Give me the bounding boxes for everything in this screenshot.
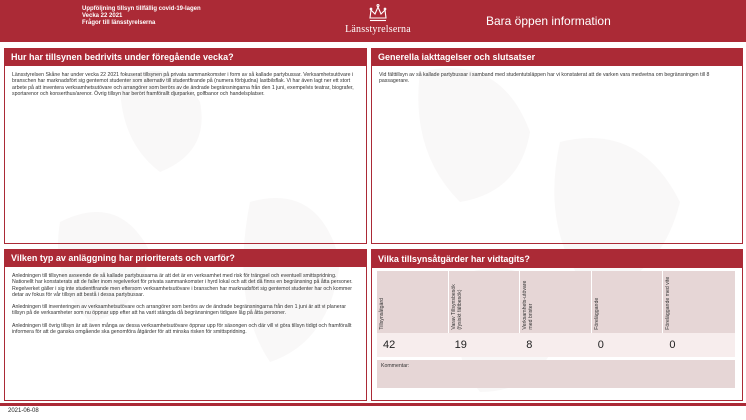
panel-supervision	[4, 48, 367, 244]
column-label: Varav Tillsynsbesök (fysiskt fältbesök)	[450, 284, 463, 330]
comment-label: Kommentar:	[381, 363, 410, 369]
logo-text: Länsstyrelserna	[345, 24, 411, 35]
measures-table-header	[377, 271, 735, 333]
column-label: Tillsynsåtgärd	[379, 298, 385, 330]
panel-title-measures: Vilka tillsynsåtgärder har vidtagits?	[372, 250, 742, 268]
column-label: Föreläggande	[593, 297, 600, 330]
panel-body-supervision	[5, 66, 366, 109]
panel-title-observations: Generella iakttagelser och slutsatser	[372, 49, 742, 66]
measures-column-header	[449, 271, 521, 333]
measure-value: 8	[526, 339, 533, 351]
measure-value: 42	[383, 339, 396, 351]
panel-body-priorities	[5, 267, 366, 347]
measure-value: 0	[669, 339, 676, 351]
classification-banner: Bara öppen information	[486, 14, 611, 28]
paragraph: Vid fälttillsyn av så kallade partybussar i samband med studentutsläppen har vi konstaterat att de varken vara medvetna om begränsningen till 8 passagerare.	[379, 72, 710, 85]
measures-column-header	[663, 271, 735, 333]
panel-measures	[371, 249, 743, 401]
panel-title-supervision: Hur har tillsynen bedrivits under föregående vecka?	[5, 49, 366, 66]
paragraph: Länsstyrelsen Skåne har under vecka 22 2021 fokuserat tillsynen på privata sammankomster i form av så kallade partybussar. Verksamhetsutövare i branschen har marknadsfört sig gentemot studenter som alternativ till studentfirande på (numera förbjudna) lastbilsflak. Vi har även lagt ner ett stort arbete på att inventera verksamhetsutövare och arrangörer som berörs av de ändrade begränsningarna från den 1 juni, exempelvis teatrar, biografer, sportarenor och konserthus/arenor. Övrig tillsyn har berört framförallt djurparker, golfbanor och handelsplatser.	[12, 72, 354, 97]
measures-column-header	[592, 271, 664, 333]
column-label: Föreläggande med vite	[665, 276, 672, 330]
measures-table	[377, 271, 735, 388]
measures-column-header	[377, 271, 449, 333]
measure-value: 19	[454, 339, 467, 351]
panel-body-observations	[372, 66, 742, 97]
panel-priorities	[4, 249, 367, 401]
report-subtitle-block	[82, 6, 201, 28]
measures-column-header	[520, 271, 592, 333]
crown-icon	[367, 3, 389, 23]
paragraph: Anledningen till inventeringen av verksamhetsutövare och arrangörer som berörs av de ändrade begränsningarna från den 1 juni är att vi planerar tillsyn på de verksamheter som nu öppnar upp efter att ha varit stängda då begränsningen tidigare låg på åtta personer.	[12, 304, 346, 317]
measures-table-values	[377, 333, 735, 357]
paragraph: Anledningen till övrig tillsyn är att även många av dessa verksamhetsutövare öppnar upp för säsongen och där vill vi göra tillsyn tidigt och framförallt informera för att de ganska omgående ska genomföra åtgärder för att minska risken för smittspridning.	[12, 322, 352, 336]
report-title-line-3: Frågor till länsstyrelserna	[82, 20, 156, 27]
report-header	[0, 0, 746, 42]
measure-value: 0	[597, 339, 604, 351]
report-title-line-2: Vecka 22 2021	[82, 13, 123, 20]
panel-title-priorities: Vilken typ av anläggning har prioriterats och varför?	[5, 250, 366, 267]
paragraph: Anledningen till tillsynen avseende de så kallade partybussarna är att det är en verksamhet med risk för trängsel och eventuell smittspridning. Nationellt har konstaterats att de faller inom regelverket för privata sammankomster i hyrd lokal och att det då finns en begränsning på åtta personer. Regelverket gäller i sig inte studentfirande men eftersom verksamhetsutövare i branschen har marknadsfört sig gentemot studenter har och kommer detar av fokus för vår tillsyn att bestå i dessa partybussar.	[12, 273, 353, 298]
report-title-line-1: Uppföljning tillsyn tillfällig covid-19-lagen	[82, 6, 201, 12]
footer-bar	[0, 403, 746, 406]
comment-box	[377, 360, 735, 388]
panel-observations	[371, 48, 743, 244]
column-label: Verksamhets-utövare med brister	[522, 280, 534, 330]
lansstyrelserna-logo	[338, 3, 418, 39]
report-date: 2021-06-08	[8, 408, 39, 414]
